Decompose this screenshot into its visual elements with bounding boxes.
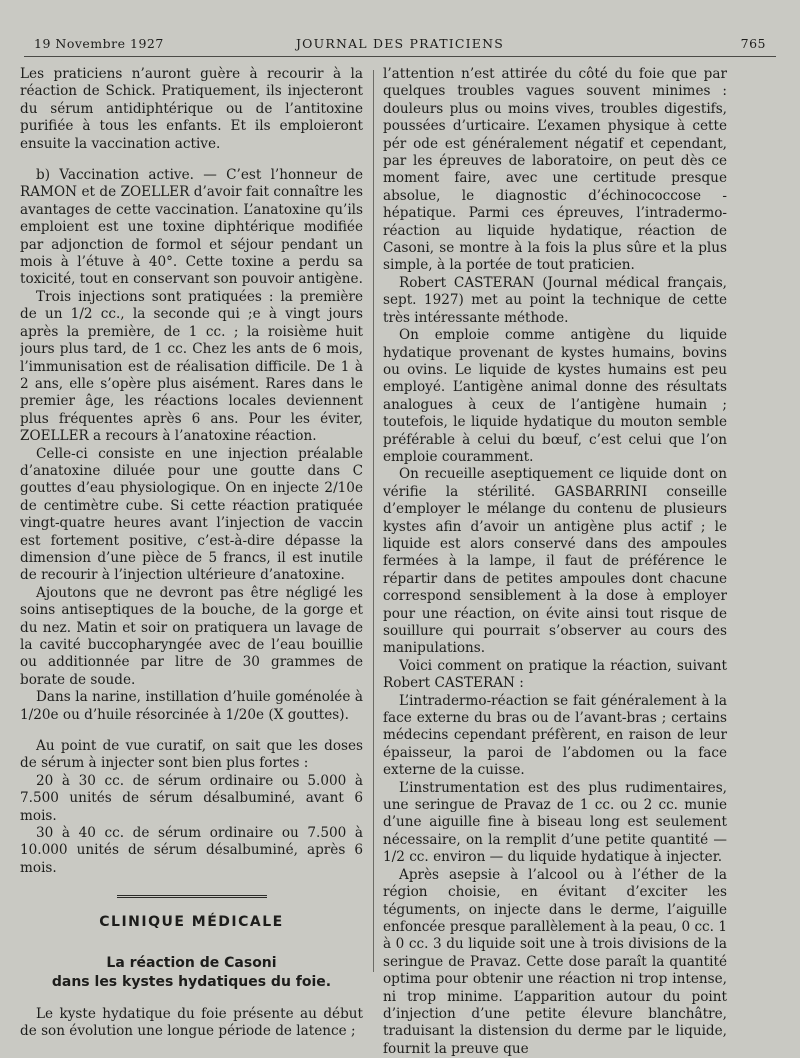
paragraph: Trois injections sont pratiquées : la première de un 1/2 cc., la seconde qui ;e à vingt jours après la première, de 1 cc. ; la roisième huit jours plus tard, de 1 cc. Chez les ants de 6 mois, l’immunisation est de réalisation difficile. De 1 à 2 ans, elle s’opère plus aisément. Rares dans le premier âge, les réactions locales deviennent plus fréquentes après 6 ans. Pour les éviter, ZOELLER a recours à l’anatoxine réaction. <box>20 288 363 445</box>
paragraph: Dans la narine, instillation d’huile goménolée à 1/20e ou d’huile résorcinée à 1/20e (X gouttes). <box>20 689 363 723</box>
paragraph: L’intradermo-réaction se fait généralement à la face externe du bras ou de l’avant-bras ; certains médecins cependant préfèrent, en raison de leur épaisseur, la paroi de l’abdomen ou la face externe de la cuisse. <box>383 692 727 779</box>
paragraph: Le kyste hydatique du foie présente au début de son évolution une longue période de latence ; <box>20 1005 363 1040</box>
paragraph: 30 à 40 cc. de sérum ordinaire ou 7.500 à 10.000 unités de sérum désalbuminé, après 6 mois. <box>20 825 363 876</box>
header-rule <box>24 56 776 57</box>
right-column <box>383 66 727 1058</box>
paragraph: L’instrumentation est des plus rudimentaires, une seringue de Pravaz de 1 cc. ou 2 cc. munie d’une aiguille fine à biseau long est seulement nécessaire, on la remplit d’une petite quantité — 1/2 cc. environ — du liquide hydatique à injecter. <box>383 779 727 866</box>
article-title-line: dans les kystes hydatiques du foie. <box>51 973 332 990</box>
running-head <box>0 36 800 58</box>
issue-date: 19 Novembre 1927 <box>34 36 164 51</box>
paragraph: b) Vaccination active. — C’est l’honneur de RAMON et de ZOELLER d’avoir fait connaître les avantages de cette vaccination. L’anatoxine qu’ils emploient est une toxine diphtérique modifiée par adjonction de formol et séjour pendant un mois à l’étuve à 40°. Cette toxine a perdu sa toxicité, tout en conservant son pouvoir antigène. <box>20 167 363 288</box>
paragraph: 20 à 30 cc. de sérum ordinaire ou 5.000 à 7.500 unités de sérum désalbuminé, avant 6 mois. <box>20 772 363 824</box>
article-title-line: La réaction de Casoni <box>106 954 277 971</box>
paragraph: Voici comment on pratique la réaction, suivant Robert CASTERAN : <box>383 657 727 692</box>
column-rule <box>373 70 374 972</box>
page-number: 765 <box>740 36 766 51</box>
section-heading: CLINIQUE MÉDICALE <box>99 914 284 931</box>
paragraph: l’attention n’est attirée du côté du foie que par quelques troubles vagues souvent minimes : douleurs plus ou moins vives, troubles digestifs, poussées d’urticaire. L’examen physique à cette pér ode est généralement négatif et cependant, par les épreuves de laboratoire, on peut dès ce moment faire, avec une certitude presque absolue, le diagnostic d’échinococcose -hépatique. Parmi ces épreuves, l’intradermo-réaction au liquide hydatique, réaction de Casoni, se montre à la fois la plus sûre et la plus simple, à la portée de tout praticien. <box>383 66 727 274</box>
section-divider <box>117 895 267 898</box>
paragraph: Robert CASTERAN (Journal médical français, sept. 1927) met au point la technique de cette très intéressante méthode. <box>383 274 727 326</box>
paragraph: Les praticiens n’auront guère à recourir à la réaction de Schick. Pratiquement, ils injecteront du sérum antidiphtérique ou de l’antitoxine purifiée à tous les enfants. Et ils emploieront ensuite la vaccination active. <box>20 66 363 152</box>
paragraph: Après asepsie à l’alcool ou à l’éther de la région choisie, en évitant d’exciter les téguments, on injecte dans le derme, l’aiguille enfoncée presque parallèlement à la peau, 0 cc. 1 à 0 cc. 3 du liquide soit une à trois divisions de la seringue de Pravaz. Cette dose paraît la quantité optima pour obtenir une réaction ni trop intense, ni trop minime. L’apparition autour du point d’injection d’une petite élevure blanchâtre, traduisant la distension du derme par le liquide, fournit la preuve que <box>383 866 727 1057</box>
journal-title: JOURNAL DES PRATICIENS <box>295 36 505 51</box>
paragraph: On recueille aseptiquement ce liquide dont on vérifie la stérilité. GASBARRINI conseille d’employer le mélange du contenu de plusieurs kystes afin d’avoir un antigène plus actif ; le liquide est alors conservé dans des ampoules fermées à la lampe, il faut de préférence le répartir dans de petites ampoules dont chacune correspond sensiblement à la dose à employer pour une réaction, on évite ainsi tout risque de souillure qui pourrait s’observer au cours des manipulations. <box>383 466 727 657</box>
article-title <box>20 954 363 992</box>
paragraph: On emploie comme antigène du liquide hydatique provenant de kystes humains, bovins ou ovins. Le liquide de kystes humains est peu employé. L’antigène animal donne des résultats analogues à ceux de l’antigène humain ; toutefois, le liquide hydatique du mouton semble préférable à celui du bœuf, c’est celui que l’on emploie couramment. <box>383 327 727 465</box>
paragraph: Celle-ci consiste en une injection préalable d’anatoxine diluée pour une goutte dans C gouttes d’eau physiologique. On en injecte 2/10e de centimètre cube. Si cette réaction pratiquée vingt-quatre heures avant l’injection de vaccin est fortement positive, c’est-à-dire dépasse la dimension d’une pièce de 5 francs, il est inutile de recourir à l’injection ultérieure d’anatoxine. <box>20 445 363 584</box>
paragraph: Ajoutons que ne devront pas être négligé les soins antiseptiques de la bouche, de la gorge et du nez. Matin et soir on pratiquera un lavage de la cavité buccopharyngée avec de l’eau bouillie ou additionnée par litre de 30 grammes de borate de soude. <box>20 584 363 688</box>
left-column <box>20 66 363 1041</box>
paragraph: Au point de vue curatif, on sait que les doses de sérum à injecter sont bien plus fortes : <box>20 738 363 772</box>
